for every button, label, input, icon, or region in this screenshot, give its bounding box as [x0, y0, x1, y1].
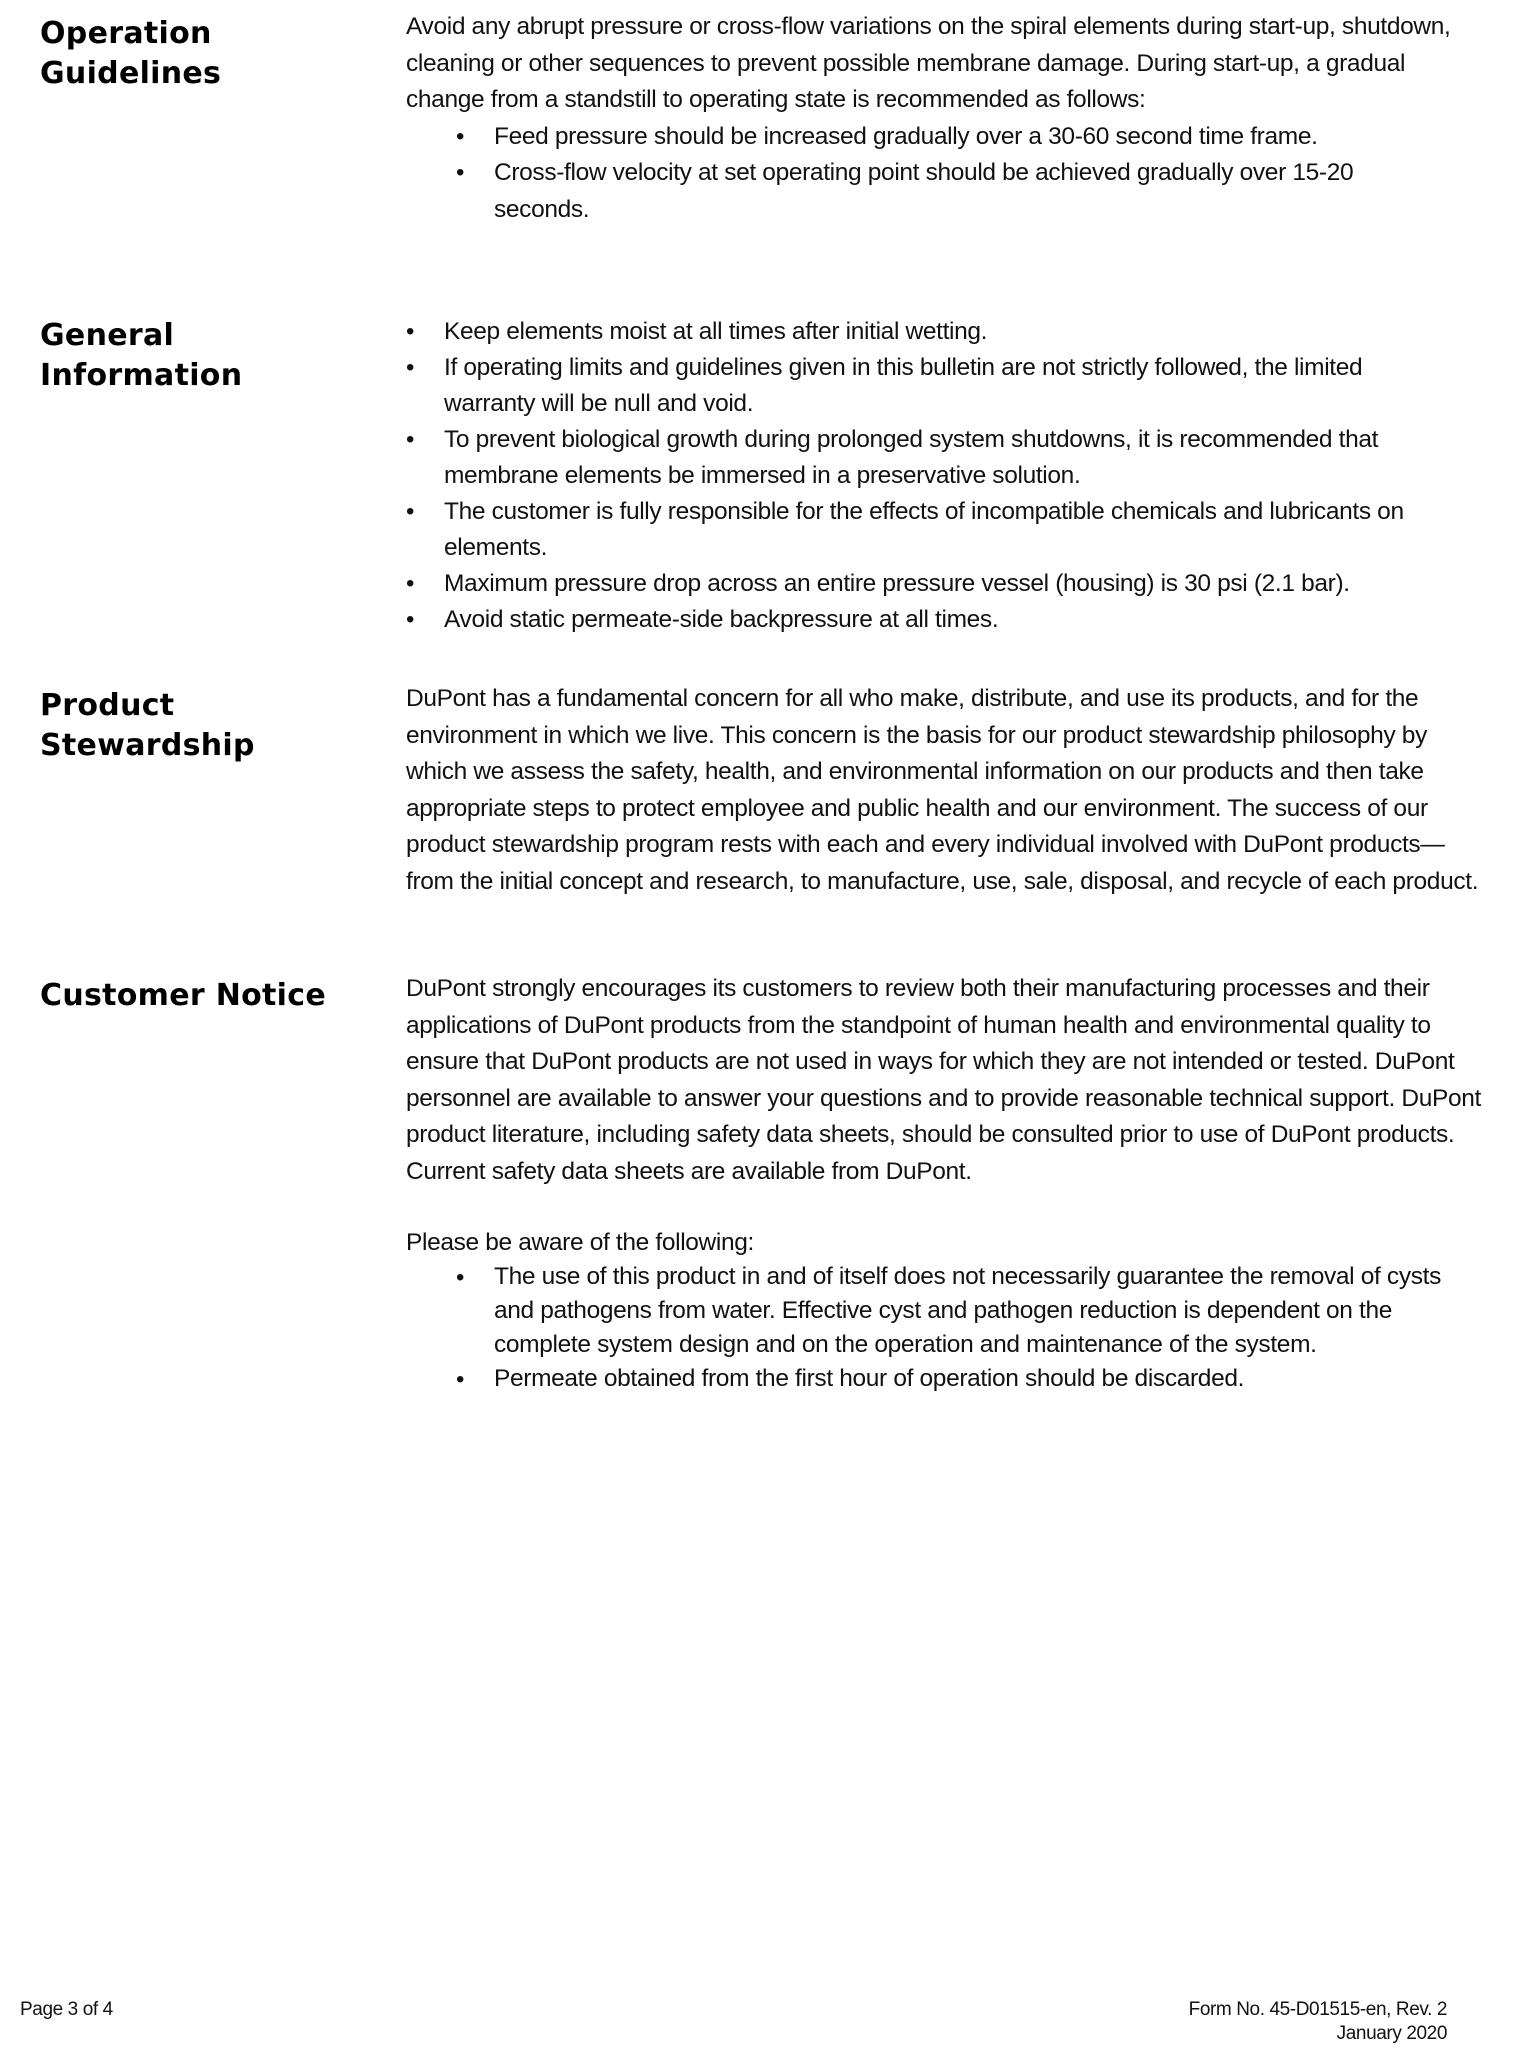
list-item: • If operating limits and guidelines given in this bulletin are not strictly followed, the limited warranty will be null and void. — [406, 350, 1496, 422]
paragraph: DuPont strongly encourages its customers to review both their manufacturing processes and their applications of DuPont products from the standpoint of human health and environmental quality to ensure that DuPont products are not used in ways for which they are not intended or tested. DuPont personnel are available to answer your questions and to provide reasonable technical support. DuPont product literature, including safety data sheets, should be consulted prior to use of DuPont products. Current safety data sheets are available from DuPont. — [406, 975, 1482, 1185]
form-number: Form No. 45-D01515-en, Rev. 2 — [1188, 1999, 1447, 2020]
section-body — [406, 314, 1496, 638]
heading-line: General — [40, 318, 175, 353]
form-info — [1189, 1998, 1447, 2046]
heading-line: Operation — [40, 16, 212, 51]
heading-line: Information — [40, 358, 243, 393]
bullet-list — [406, 314, 1496, 638]
paragraph: Avoid any abrupt pressure or cross-flow variations on the spiral elements during start-up, shutdown, cleaning or other sequences to prevent possible membrane damage. During start-up, a gradual change from a standstill to operating state is recommended as follows: — [406, 13, 1451, 113]
section-heading — [40, 316, 370, 396]
list-item: • Keep elements moist at all times after initial wetting. — [406, 314, 1496, 350]
paragraph: Please be aware of the following: — [406, 1229, 755, 1256]
bullet-list — [406, 1260, 1486, 1396]
heading-line: Customer Notice — [40, 978, 326, 1013]
list-item: • The use of this product in and of itself does not necessarily guarantee the removal of cysts and pathogens from water. Effective cyst and pathogen reduction is dependent on the complete system design and on the operation and maintenance of the system. — [406, 1260, 1486, 1362]
form-date: January 2020 — [1336, 2023, 1447, 2044]
paragraph: DuPont has a fundamental concern for all who make, distribute, and use its products, and for the environment in which we live. This concern is the basis for our product stewardship philosophy by which we assess the safety, health, and environmental information on our products and then take appropriate steps to protect employee and public health and our environment. The success of our product stewardship program rests with each and every individual involved with DuPont products—from the initial concept and research, to manufacture, use, sale, disposal, and recycle of each product. — [406, 685, 1479, 895]
bullet-list — [406, 119, 1486, 229]
heading-line: Product — [40, 688, 175, 723]
heading-line: Guidelines — [40, 56, 222, 91]
list-item: • Maximum pressure drop across an entire pressure vessel (housing) is 30 psi (2.1 bar). — [406, 566, 1496, 602]
list-item: • To prevent biological growth during prolonged system shutdowns, it is recommended that membrane elements be immersed in a preservative solution. — [406, 422, 1496, 494]
page-number: Page 3 of 4 — [20, 1999, 113, 2020]
section-heading — [40, 14, 370, 94]
section-heading — [40, 686, 370, 766]
list-item: • Cross-flow velocity at set operating point should be achieved gradually over 15-20 seconds. — [406, 155, 1486, 228]
section-body — [406, 9, 1486, 228]
list-item: • Permeate obtained from the first hour of operation should be discarded. — [406, 1362, 1486, 1396]
heading-line: Stewardship — [40, 728, 255, 763]
list-item: • Feed pressure should be increased gradually over a 30-60 second time frame. — [406, 119, 1486, 156]
section-body — [406, 971, 1486, 1396]
section-body — [406, 681, 1486, 900]
section-heading — [40, 976, 370, 1016]
list-item: • Avoid static permeate-side backpressure at all times. — [406, 602, 1496, 638]
list-item: • The customer is fully responsible for the effects of incompatible chemicals and lubricants on elements. — [406, 494, 1496, 566]
